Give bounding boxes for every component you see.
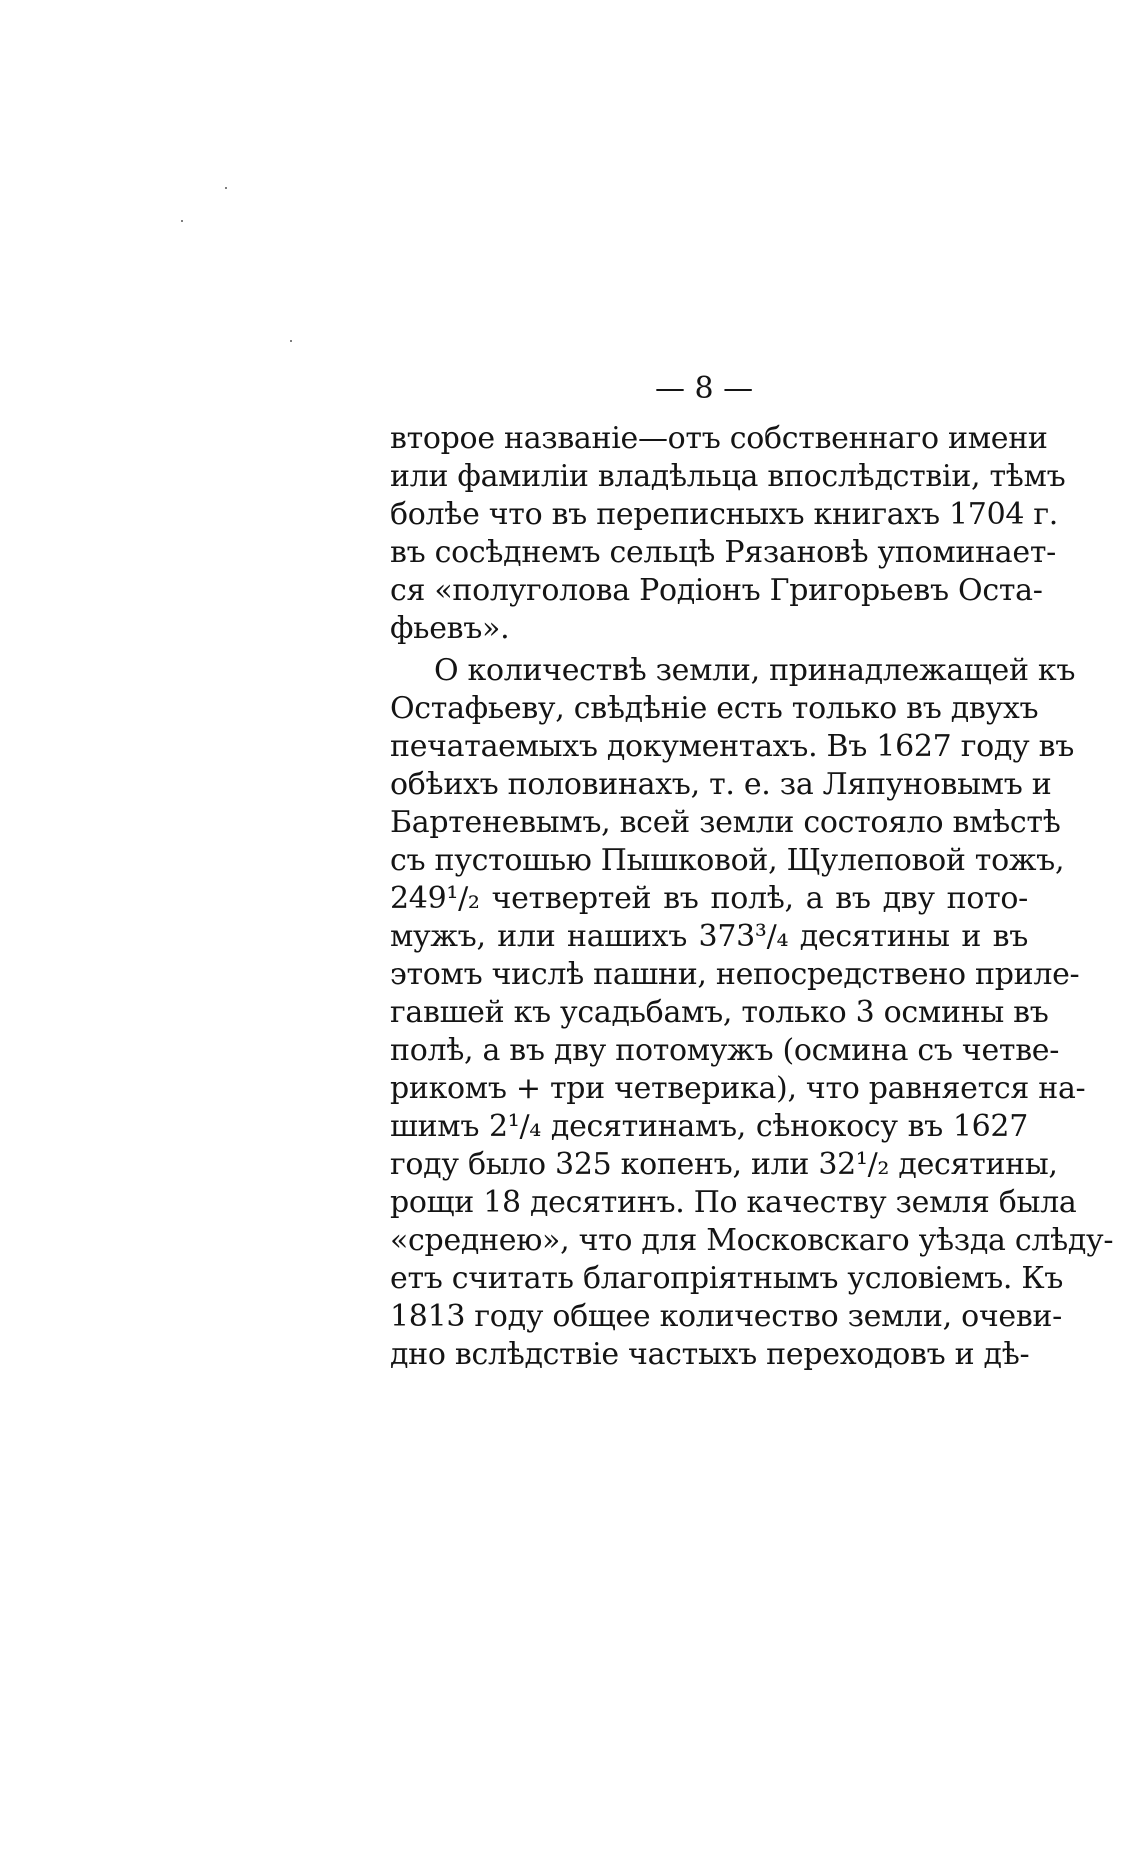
text-line: фьевъ».: [390, 611, 510, 646]
text-line: дно вслѣдствіе частыхъ переходовъ и дѣ-: [390, 1337, 1030, 1372]
text-line: въ сосѣднемъ сельцѣ Рязановѣ упоминает-: [390, 535, 1056, 570]
text-line: полѣ, а въ дву потомужъ (осмина съ четве-: [390, 1033, 1060, 1068]
text-line: Остафьеву, свѣдѣніе есть только въ двухъ: [390, 691, 1039, 726]
text-line: гавшей къ усадьбамъ, только 3 осмины въ: [390, 995, 1049, 1030]
text-line: «среднею», что для Московскаго уѣзда слѣду-: [390, 1223, 1114, 1258]
text-line: Бартеневымъ, всей земли состояло вмѣстѣ: [390, 805, 1061, 840]
paragraph-first-line: О количествѣ земли, принадлежащей къ: [434, 653, 1076, 688]
text-line: этомъ числѣ пашни, непосредствено приле-: [390, 957, 1080, 992]
scan-speck: [181, 220, 183, 222]
text-line: обѣихъ половинахъ, т. е. за Ляпуновымъ и: [390, 767, 1052, 802]
text-line: рикомъ + три четверика), что равняется на-: [390, 1071, 1086, 1106]
text-line: рощи 18 десятинъ. По качеству земля была: [390, 1185, 1077, 1220]
scan-speck: [290, 340, 292, 342]
scan-speck: [225, 187, 227, 189]
text-line: болѣе что въ переписныхъ книгахъ 1704 г.: [390, 497, 1059, 532]
text-line: году было 325 копенъ, или 32¹/₂ десятины,: [390, 1147, 1058, 1182]
text-line: 249¹/₂ четвертей въ полѣ, а въ дву пото-: [390, 881, 1028, 916]
text-line: 1813 году общее количество земли, очеви-: [390, 1299, 1062, 1334]
text-line: етъ считать благопріятнымъ условіемъ. Къ: [390, 1261, 1064, 1296]
text-line: печатаемыхъ документахъ. Въ 1627 году въ: [390, 729, 1075, 764]
text-line: съ пустошью Пышковой, Щулеповой тожъ,: [390, 843, 1065, 878]
page-number: — 8 —: [655, 371, 754, 406]
text-line: мужъ, или нашихъ 373³/₄ десятины и въ: [390, 919, 1028, 954]
text-line: ся «полуголова Родіонъ Григорьевъ Оста-: [390, 573, 1043, 608]
text-line: или фамиліи владѣльца впослѣдствіи, тѣмъ: [390, 459, 1066, 494]
text-line: второе названіе—отъ собственнаго имени: [390, 421, 1048, 456]
text-line: шимъ 2¹/₄ десятинамъ, сѣнокосу въ 1627: [390, 1109, 1028, 1144]
